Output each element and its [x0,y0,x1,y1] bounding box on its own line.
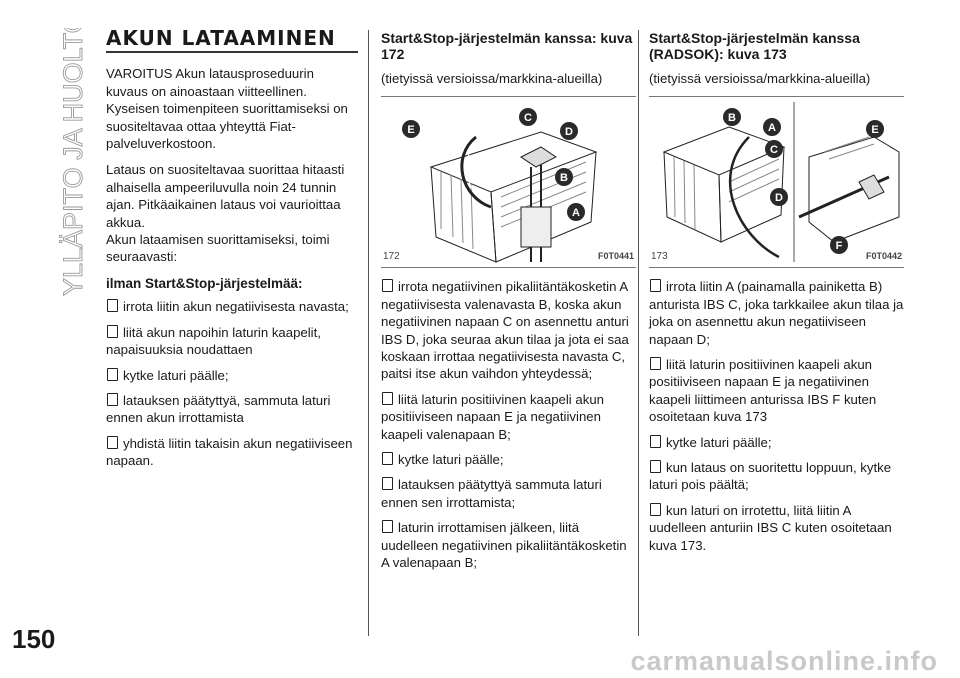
checkbox-bullet-icon [382,279,393,292]
list-item-text: kytke laturi päälle; [398,452,504,468]
checkbox-bullet-icon [107,393,118,406]
label-c [519,108,537,126]
label-d [770,188,788,206]
svg-text:C: C [770,144,778,157]
checkbox-bullet-icon [382,477,393,490]
svg-text:A: A [572,207,580,220]
label-b [555,168,573,186]
label-e [866,120,884,138]
note: (tietyissä versioissa/markkina-alueilla) [649,71,871,86]
list-item [106,367,358,384]
side-title-text: YLLÄPITO JA HUOLTO [58,28,88,296]
list-item-text: yhdistä liitin takaisin akun negatiiviseen napaan. [106,435,353,469]
list-item-text: latauksen päätyttyä sammuta laturi ennen sen irrottamista; [381,477,602,510]
checkbox-bullet-icon [382,452,393,465]
figure-number: 173 [651,251,668,262]
list-item-text: kun lataus on suoritettu loppuun, kytke laturi pois päältä; [649,460,892,493]
list-item [106,298,358,315]
svg-text:B: B [560,172,568,185]
svg-text:D: D [775,192,783,205]
list-item-text: liitä akun napoihin laturin kaapelit, napaisuuksia noudattaen [106,324,321,358]
list-item [649,502,904,554]
checkbox-bullet-icon [382,520,393,533]
section-heading: Start&Stop-järjestelmän kanssa (RADSOK): kuva 173 [649,30,860,62]
checkbox-bullet-icon [107,299,118,312]
section-heading: Start&Stop-järjestelmän kanssa: kuva 172 [381,30,633,62]
column-divider [368,30,369,636]
section-title: AKUN LATAAMINEN [106,30,358,53]
svg-text:F: F [835,240,843,253]
list-item-text: kytke laturi päälle; [666,434,772,450]
label-a [763,118,781,136]
footer-watermark: carmanualsonline.info [630,646,938,676]
column-divider [638,30,639,636]
label-e [402,120,420,138]
list-item [649,434,904,451]
figure-code: F0T0441 [597,251,634,261]
list-item-text: kytke laturi päälle; [123,367,229,383]
subheading: ilman Start&Stop-järjestelmää: [106,275,303,291]
list-item-text: irrota liitin akun negatiivisesta navasta; [123,299,349,315]
list-item-text: irrota liitin A (painamalla painiketta B) anturista IBS C, joka tarkkailee akun tilaa ja joka on asennettu akun negatiiviseen napaan D; [649,279,904,347]
svg-text:E: E [407,124,415,137]
checkbox-bullet-icon [107,325,118,338]
figure-code: F0T0442 [865,251,902,261]
note: (tietyissä versioissa/markkina-alueilla) [381,71,603,86]
list-item [106,392,358,427]
list-item-text: kun laturi on irrotettu, liitä liitin A uudelleen anturiin IBS C kuten osoitetaan kuva 173. [649,502,892,553]
label-a [567,203,585,221]
list-item [649,278,904,348]
checkbox-bullet-icon [107,436,118,449]
list-item [106,435,358,470]
label-c [765,140,783,158]
svg-text:C: C [524,112,532,125]
column-middle [381,30,636,580]
warning-paragraph: VAROITUS Akun latausproseduurin kuvaus on ainoastaan viitteellinen. Kyseisen toimenpiteen suorittamiseksi on suositeltavaa ottaa yhteyttä Fiat-palveluverkostoon. [106,66,348,152]
list-item [649,356,904,426]
list-item [381,391,636,443]
checkbox-bullet-icon [650,357,661,370]
side-title [8,28,92,298]
svg-text:D: D [565,126,573,139]
battery-illustration [381,97,636,267]
checkbox-bullet-icon [107,368,118,381]
list-item-text: laturin irrottamisen jälkeen, liitä uudelleen negatiivinen pikaliitäntäkosketin A valenapaan B; [381,520,627,571]
label-b [723,108,741,126]
column-left [106,26,358,478]
list-item-text: irrota negatiivinen pikaliitäntäkosketin A negatiivisesta valenavasta B, koska akun negatiivinen napaan C on asennettu anturi IBS D, joka seuraa akun tilaa ja jota ei saa koskaan irrottaa negatiivisesta navasta C, paitsi itse akun vaihdon yhteydessä; [381,279,629,382]
checkbox-bullet-icon [382,392,393,405]
battery-charger-illustration [649,97,904,267]
column-right [649,30,904,562]
figure-173 [649,96,904,268]
figure-number: 172 [383,251,400,262]
list-item [381,451,636,468]
list-item [381,476,636,511]
list-item [381,278,636,382]
page-number: 150 [12,624,56,654]
svg-text:E: E [871,124,879,137]
label-d [560,122,578,140]
checkbox-bullet-icon [650,503,661,516]
list-item-text: latauksen päätyttyä, sammuta laturi ennen akun irrottamista [106,392,331,426]
checkbox-bullet-icon [650,460,661,473]
checkbox-bullet-icon [650,435,661,448]
list-item [381,519,636,571]
paragraph: Lataus on suositeltavaa suorittaa hitaasti alhaisella ampeeriluvulla noin 24 tunnin ajan. Pitkäaikainen lataus voi vaurioittaa akkua. [106,162,345,230]
figure-172 [381,96,636,268]
label-f [830,236,848,254]
list-item-text: liitä laturin positiivinen kaapeli akun positiiviseen napaan E ja negatiivinen kaapeli liittimeen anturissa IBS F kuten osoitetaan kuva 173 [649,357,877,425]
checkbox-bullet-icon [650,279,661,292]
list-item [649,459,904,494]
list-item [106,324,358,359]
svg-text:A: A [768,122,776,135]
list-item-text: liitä laturin positiivinen kaapeli akun positiiviseen napaan E ja negatiivinen kaapeli valenapaan B; [381,391,604,442]
paragraph: Akun lataamisen suorittamiseksi, toimi seuraavasti: [106,232,330,265]
svg-text:B: B [728,112,736,125]
